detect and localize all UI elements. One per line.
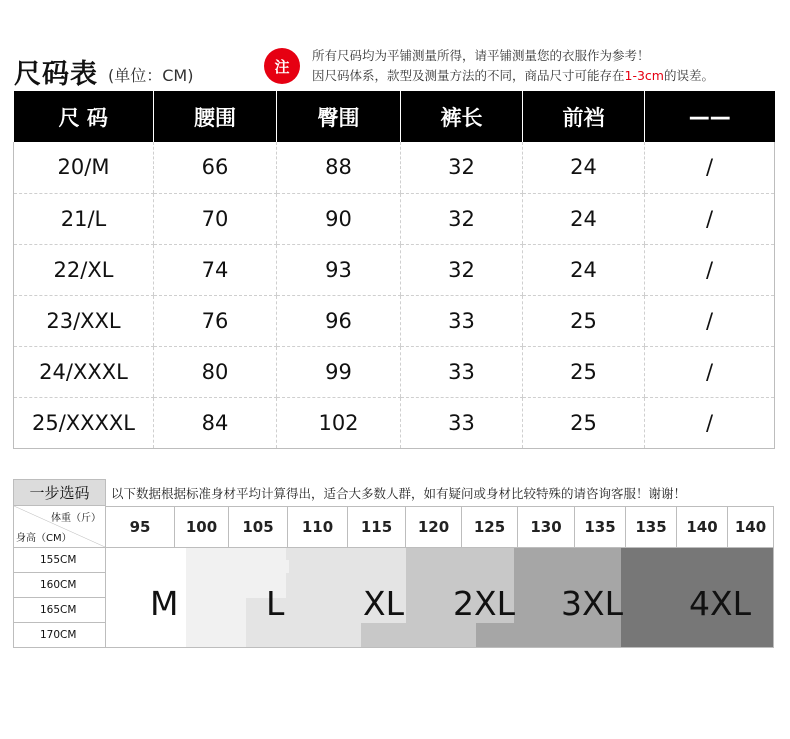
size-zone-label: L (266, 584, 285, 623)
size-zone (361, 623, 441, 648)
cell-hip: 96 (277, 295, 401, 346)
height-axis-label: 身高（CM） (16, 533, 72, 544)
unit-label: (单位：CM) (108, 66, 194, 85)
size-zone (229, 548, 289, 573)
height-cell: 155CM (13, 548, 106, 573)
size-zone (286, 548, 416, 560)
cell-length: 32 (401, 244, 523, 295)
size-zone-label: M (150, 584, 179, 623)
note-line-2-highlight: 1-3cm (624, 68, 664, 83)
weight-cell: 120 (406, 507, 462, 548)
note-line-2 (312, 66, 714, 84)
size-table (13, 91, 775, 449)
cell-hip: 93 (277, 244, 401, 295)
size-zone (514, 548, 621, 573)
weight-cell: 135 (575, 507, 626, 548)
size-zone-label: XL (363, 584, 404, 623)
header-hip: 臀围 (277, 91, 401, 142)
table-row (14, 244, 775, 295)
size-zone-grid (106, 548, 774, 648)
size-select-title: 一步选码 (13, 479, 106, 506)
weight-cell: 100 (175, 507, 229, 548)
note-badge: 注 (264, 48, 300, 84)
cell-hip: 99 (277, 346, 401, 397)
cell-length: 33 (401, 397, 523, 448)
cell-blank: / (645, 142, 775, 193)
weight-cell: 115 (348, 507, 406, 548)
header-waist: 腰围 (154, 91, 277, 142)
size-zone-label: 3XL (561, 584, 623, 623)
cell-size: 24/XXXL (14, 346, 154, 397)
cell-rise: 24 (523, 244, 645, 295)
cell-size: 23/XXL (14, 295, 154, 346)
cell-rise: 24 (523, 142, 645, 193)
weight-cell: 140 (728, 507, 774, 548)
cell-size: 21/L (14, 193, 154, 244)
cell-waist: 84 (154, 397, 277, 448)
weight-row (106, 506, 774, 548)
table-row (14, 142, 775, 193)
cell-rise: 24 (523, 193, 645, 244)
weight-cell: 95 (106, 507, 175, 548)
weight-cell: 140 (677, 507, 728, 548)
note-line-2-post: 的误差。 (663, 68, 714, 83)
weight-cell: 125 (462, 507, 518, 548)
header-rise: 前裆 (523, 91, 645, 142)
cell-rise: 25 (523, 346, 645, 397)
cell-blank: / (645, 346, 775, 397)
cell-waist: 66 (154, 142, 277, 193)
cell-blank: / (645, 244, 775, 295)
height-cell: 170CM (13, 623, 106, 648)
table-row (14, 295, 775, 346)
page-title: 尺码表 (14, 59, 98, 90)
height-cell: 160CM (13, 573, 106, 598)
cell-hip: 102 (277, 397, 401, 448)
cell-waist: 80 (154, 346, 277, 397)
cell-waist: 70 (154, 193, 277, 244)
cell-size: 25/XXXXL (14, 397, 154, 448)
cell-rise: 25 (523, 397, 645, 448)
header-blank: —— (645, 91, 775, 142)
size-zone-label: 4XL (689, 584, 751, 623)
cell-rise: 25 (523, 295, 645, 346)
weight-cell: 130 (518, 507, 575, 548)
axis-corner (13, 506, 106, 548)
cell-size: 20/M (14, 142, 154, 193)
table-row (14, 346, 775, 397)
height-column (13, 548, 106, 648)
note-line-1: 所有尺码均为平铺测量所得，请平铺测量您的衣服作为参考！ (312, 48, 650, 63)
cell-length: 32 (401, 193, 523, 244)
weight-cell: 135 (626, 507, 677, 548)
size-zone (476, 623, 566, 648)
table-row (14, 397, 775, 448)
weight-cell: 105 (229, 507, 288, 548)
size-select-description: 以下数据根据标准身材平均计算得出，适合大多数人群，如有疑问或身材比较特殊的请咨询客服！谢谢！ (111, 486, 687, 501)
size-zone-label: 2XL (453, 584, 515, 623)
cell-waist: 74 (154, 244, 277, 295)
weight-axis-label: 体重（斤） (51, 513, 101, 524)
cell-size: 22/XL (14, 244, 154, 295)
header-size: 尺 码 (14, 91, 154, 142)
cell-length: 33 (401, 295, 523, 346)
cell-blank: / (645, 397, 775, 448)
cell-length: 32 (401, 142, 523, 193)
size-select-chart (13, 479, 774, 648)
note-line-2-pre: 因尺码体系，款型及测量方法的不同，商品尺寸可能存在 (312, 68, 625, 83)
size-table-header (14, 91, 775, 142)
size-zone (406, 548, 514, 573)
header-length: 裤长 (401, 91, 523, 142)
cell-hip: 88 (277, 142, 401, 193)
height-cell: 165CM (13, 598, 106, 623)
cell-waist: 76 (154, 295, 277, 346)
cell-blank: / (645, 295, 775, 346)
size-zone (246, 598, 326, 648)
cell-hip: 90 (277, 193, 401, 244)
table-row (14, 193, 775, 244)
weight-cell: 110 (288, 507, 348, 548)
cell-blank: / (645, 193, 775, 244)
cell-length: 33 (401, 346, 523, 397)
